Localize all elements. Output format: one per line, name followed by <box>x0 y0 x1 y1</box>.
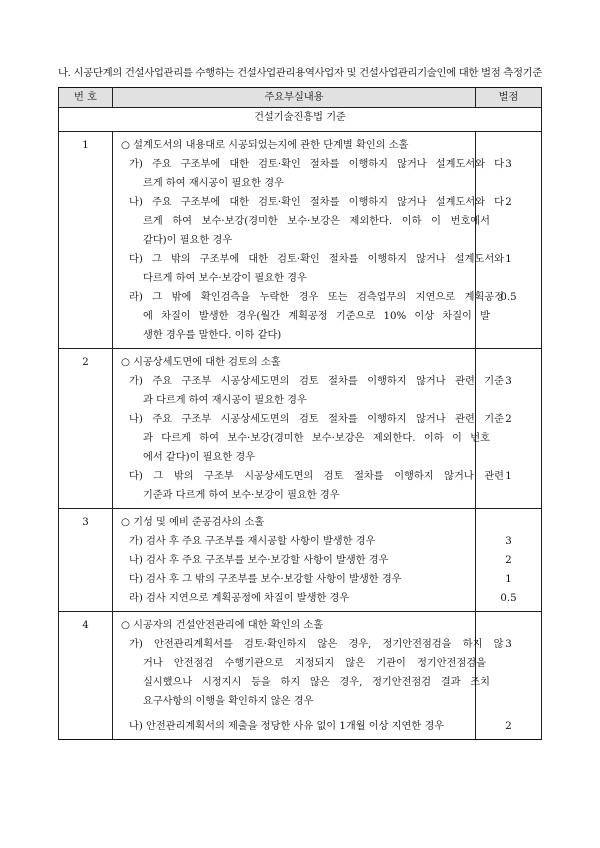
penalty-value: 3 <box>505 639 512 650</box>
content-text: 가) 주요 구조부에 대한 검토·확인 절차를 이행하지 않거나 설계도서와 다 <box>129 159 504 170</box>
content-line <box>121 570 467 589</box>
penalty-value <box>484 353 533 372</box>
content-text: 과 다르게 하여 보수·보강(경미한 보수·보강은 제외한다. 이하 이 번호 <box>143 433 490 444</box>
penalty-value <box>484 174 533 193</box>
content-text: ○ 기성 및 예비 준공검사의 소홀 <box>121 517 265 528</box>
penalty-value <box>484 673 533 692</box>
content-text: 거나 안전점검 수행기관으로 지정되지 않은 기관이 정기안전점검을 <box>143 658 486 669</box>
penalty-value <box>484 307 533 326</box>
content-line <box>121 174 467 193</box>
item-number-label: 4 <box>82 620 89 631</box>
content-text: ○ 설계도서의 내용대로 시공되었는지에 관한 단계별 확인의 소홀 <box>121 140 409 151</box>
content-text: 가) 안전관리계획서를 검토·확인하지 않은 경우, 정기안전점검을 하지 않 <box>129 639 504 650</box>
penalty-value <box>484 692 533 711</box>
content-line <box>121 212 490 231</box>
content-line <box>121 250 504 269</box>
item-number-label: 1 <box>82 140 89 151</box>
content-text: 요구사항의 이행을 확인하지 않은 경우 <box>143 696 314 707</box>
content-line <box>121 288 504 307</box>
penalty-value: 1 <box>505 254 512 265</box>
content-line <box>121 616 467 635</box>
penalty-value: 1 <box>505 471 512 482</box>
content-line <box>121 513 467 532</box>
content-text: 같다)이 필요한 경우 <box>143 235 233 246</box>
content-text: 라) 검사 지연으로 계획공정에 차질이 발생한 경우 <box>129 593 350 604</box>
item-number-label: 3 <box>82 517 89 528</box>
item-number <box>59 132 113 349</box>
penalty-value <box>484 654 533 673</box>
content-text: 나) 주요 구조부 시공상세도면의 검토 절차를 이행하지 않거나 관련 기준 <box>129 414 504 425</box>
penalty-value: 2 <box>505 555 512 566</box>
content-text: 기준과 다르게 하여 보수·보강이 필요한 경우 <box>143 490 340 501</box>
content-text: 라) 그 밖에 확인검측을 누락한 경우 또는 검측업무의 지연으로 계획공정 <box>129 292 504 303</box>
penalty-value: 3 <box>505 536 512 547</box>
content-line <box>121 717 467 736</box>
table-row <box>59 349 542 509</box>
header-penalty: 벌점 <box>476 88 542 108</box>
section-row <box>59 108 542 132</box>
content-text: 생한 경우를 말한다. 이하 같다) <box>143 330 282 341</box>
item-number <box>59 612 113 740</box>
content-text: 가) 주요 구조부 시공상세도면의 검토 절차를 이행하지 않거나 관련 기준 <box>129 376 504 387</box>
item-penalty <box>476 509 542 612</box>
section-title: 건설기술진흥법 기준 <box>59 108 542 132</box>
penalty-value: 2 <box>505 197 512 208</box>
content-line <box>121 654 486 673</box>
content-line <box>121 551 467 570</box>
content-line <box>121 429 490 448</box>
content-line <box>121 155 504 174</box>
penalty-value: 3 <box>505 159 512 170</box>
content-line <box>121 673 490 692</box>
section-heading-text: 나. 시공단계의 건설사업관리를 수행하는 건설사업관리용역사업자 및 건설사업관리기술인에 대한 벌점 측정기준 <box>58 67 542 79</box>
content-text: 나) 검사 후 주요 구조부를 보수·보강할 사항이 발생한 경우 <box>129 555 389 566</box>
penalty-criteria-table <box>58 87 542 740</box>
penalty-value <box>484 616 533 635</box>
penalty-value <box>484 136 533 155</box>
content-text: 실시했으나 시정지시 등을 하지 않은 경우, 정기안전점검 결과 조치 <box>143 677 490 688</box>
table-row <box>59 132 542 349</box>
penalty-value <box>484 212 533 231</box>
content-text: 다) 검사 후 그 밖의 구조부를 보수·보강할 사항이 발생한 경우 <box>129 574 402 585</box>
table-row <box>59 509 542 612</box>
content-line <box>121 307 490 326</box>
penalty-value <box>484 513 533 532</box>
item-content <box>113 132 504 349</box>
content-line <box>121 136 467 155</box>
header-content: 주요부실내용 <box>113 88 476 108</box>
content-text: 르게 하여 재시공이 필요한 경우 <box>143 178 284 189</box>
content-line <box>121 532 467 551</box>
content-line <box>121 635 504 654</box>
content-line <box>121 486 467 505</box>
penalty-value <box>484 448 533 467</box>
penalty-value <box>484 486 533 505</box>
content-text: 다) 그 밖의 구조부 시공상세도면의 검토 절차를 이행하지 않거나 관련 <box>129 471 504 482</box>
content-line <box>121 326 467 345</box>
item-number <box>59 509 113 612</box>
header-number: 번 호 <box>59 88 113 108</box>
content-text: 과 다르게 하여 재시공이 필요한 경우 <box>143 395 307 406</box>
content-line <box>121 410 504 429</box>
content-text: 나) 주요 구조부에 대한 검토·확인 절차를 이행하지 않거나 설계도서와 다 <box>129 197 504 208</box>
penalty-value: 1 <box>505 574 512 585</box>
item-content <box>113 509 476 612</box>
table-header-row <box>59 88 542 108</box>
penalty-value <box>484 231 533 250</box>
content-line <box>121 269 467 288</box>
content-text: 다르게 하여 보수·보강이 필요한 경우 <box>143 273 307 284</box>
item-number-label: 2 <box>82 357 89 368</box>
item-content <box>113 612 504 740</box>
content-line <box>121 448 467 467</box>
content-text: 나) 안전관리계획서의 제출을 정당한 사유 없이 1개월 이상 지연한 경우 <box>129 721 445 732</box>
content-line <box>121 231 467 250</box>
content-line <box>121 353 467 372</box>
content-line <box>121 391 467 410</box>
penalty-value: 2 <box>505 721 512 732</box>
item-number <box>59 349 113 509</box>
content-text: 르게 하여 보수·보강(경미한 보수·보강은 제외한다. 이하 이 번호에서 <box>143 216 490 227</box>
penalty-value: 2 <box>505 414 512 425</box>
penalty-value: 0.5 <box>500 593 517 604</box>
content-line <box>121 467 504 486</box>
content-line <box>121 372 504 391</box>
content-text: ○ 시공상세도면에 대한 검토의 소홀 <box>121 357 281 368</box>
penalty-value <box>484 391 533 410</box>
content-text: 에 차질이 발생한 경우(월간 계획공정 기준으로 10% 이상 차질이 발 <box>143 311 490 322</box>
penalty-value: 0.5 <box>500 292 517 303</box>
content-text: 에서 같다)이 필요한 경우 <box>143 452 256 463</box>
content-text: ○ 시공자의 건설안전관리에 대한 확인의 소홀 <box>121 620 324 631</box>
item-content <box>113 349 504 509</box>
table-row <box>59 612 542 740</box>
content-line <box>121 193 504 212</box>
penalty-value: 3 <box>505 376 512 387</box>
content-text: 가) 검사 후 주요 구조부를 재시공할 사항이 발생한 경우 <box>129 536 376 547</box>
content-text: 다) 그 밖의 구조부에 대한 검토·확인 절차를 이행하지 않거나 설계도서와 <box>129 254 504 265</box>
content-line <box>121 589 467 608</box>
penalty-value <box>484 269 533 288</box>
content-line <box>121 692 467 711</box>
penalty-value <box>484 429 533 448</box>
section-heading <box>58 64 558 79</box>
penalty-value <box>484 326 533 345</box>
